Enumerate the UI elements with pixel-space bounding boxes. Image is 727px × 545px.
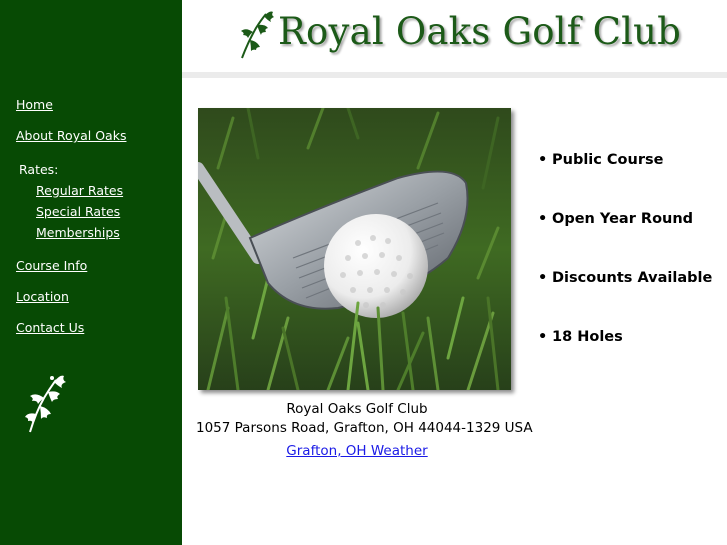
feature-item [538,329,712,388]
rates-label: Rates: [19,162,59,177]
feature-label: Discounts Available [552,270,713,286]
feature-label: Open Year Round [552,211,694,227]
oak-leaf-sprig-icon [236,10,274,60]
golf-club-and-ball-photo [198,108,511,390]
nav-special-rates-link[interactable]: Special Rates [36,204,121,219]
feature-label: Public Course [552,152,664,168]
nav-about-link[interactable]: About Royal Oaks [16,128,127,143]
feature-label: 18 Holes [552,329,623,345]
weather-link[interactable]: Grafton, OH Weather [286,443,428,459]
header-divider [182,72,727,78]
bullet-icon: • [538,270,548,286]
nav-memberships-link[interactable]: Memberships [36,225,120,240]
nav-location-link[interactable]: Location [16,289,69,304]
feature-item [538,152,712,211]
feature-item [538,270,712,329]
bullet-icon: • [538,211,548,227]
nav-regular-rates-link[interactable]: Regular Rates [36,183,124,198]
nav-home-link[interactable]: Home [16,97,53,112]
feature-item [538,211,712,270]
site-title: Royal Oaks Golf Club [278,10,682,53]
nav-contact-link[interactable]: Contact Us [16,320,85,335]
sidebar-nav [0,0,182,545]
bullet-icon: • [538,329,548,345]
oak-leaf-branch-icon [22,372,68,434]
feature-list [538,152,712,388]
nav-course-info-link[interactable]: Course Info [16,258,88,273]
club-address-caption: 1057 Parsons Road, Grafton, OH 44044-1329 USA [196,420,533,436]
bullet-icon: • [538,152,548,168]
club-name-caption: Royal Oaks Golf Club [286,401,428,417]
